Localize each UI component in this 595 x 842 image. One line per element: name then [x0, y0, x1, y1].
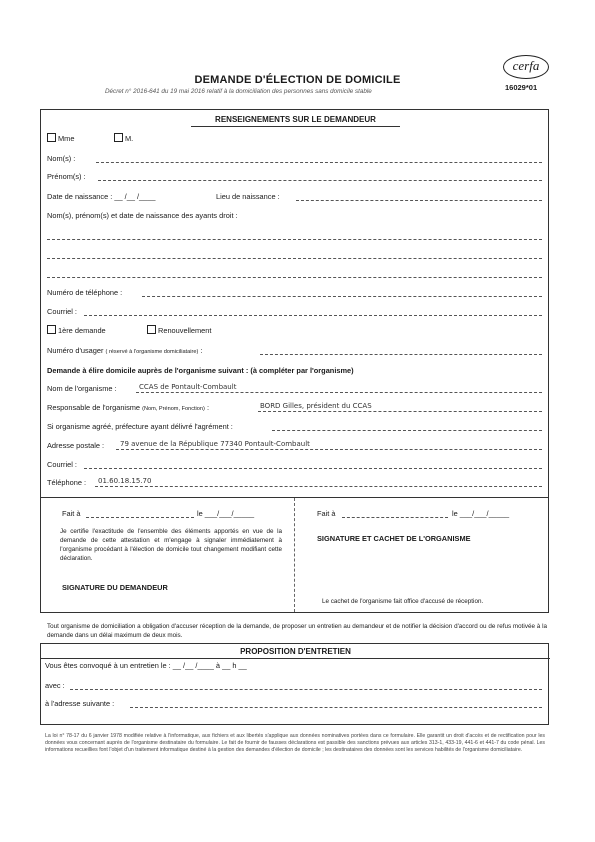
- org-phone-label: Téléphone :: [47, 478, 87, 487]
- birthplace-label: Lieu de naissance :: [216, 192, 280, 201]
- org-manager-row: Responsable de l'organisme (Nom, Prénom, Fonction) :: [47, 403, 210, 412]
- user-number-field[interactable]: [260, 354, 542, 355]
- address-value: 79 avenue de la République 77340 Pontault-Combault: [120, 440, 310, 448]
- left-done-at: Fait à: [62, 509, 81, 518]
- address-field[interactable]: [116, 449, 542, 450]
- address-label: Adresse postale :: [47, 441, 105, 450]
- interview-date-label[interactable]: Vous êtes convoqué à un entretien le : __ /__ /____ à __ h __: [45, 661, 247, 670]
- user-number-row: Numéro d'usager ( réservé à l'organisme domiciliataire) :: [47, 346, 203, 355]
- org-name-value: CCAS de Pontault-Combault: [139, 383, 237, 391]
- interview-with-label: avec :: [45, 681, 65, 690]
- phone-field[interactable]: [142, 296, 542, 297]
- org-manager-field[interactable]: [258, 411, 542, 412]
- checkbox-first-request[interactable]: [47, 325, 56, 334]
- right-done-at: Fait à: [317, 509, 336, 518]
- section-title-underline: [191, 126, 400, 127]
- org-phone-value: 01.60.18.15.70: [98, 477, 152, 485]
- org-name-label: Nom de l'organisme :: [47, 384, 117, 393]
- dependants-line-2[interactable]: [47, 258, 542, 259]
- cerfa-logo: cerfa: [503, 55, 549, 79]
- approval-label: Si organisme agréé, préfecture ayant délivré l'agrément :: [47, 422, 233, 431]
- gender-m[interactable]: M.: [114, 133, 133, 143]
- phone-label: Numéro de téléphone :: [47, 288, 123, 297]
- left-date[interactable]: le ___/___/_____: [197, 509, 255, 518]
- org-manager-note: (Nom, Prénom, Fonction): [142, 406, 205, 412]
- applicant-signature-label: SIGNATURE DU DEMANDEUR: [62, 583, 168, 592]
- interview-section: [40, 643, 549, 725]
- org-manager-label: Responsable de l'organisme: [47, 403, 141, 412]
- form-title: DEMANDE D'ÉLECTION DE DOMICILE: [194, 74, 401, 86]
- user-number-note: ( réservé à l'organisme domiciliataire): [105, 349, 199, 355]
- firstname-label: Prénom(s) :: [47, 172, 86, 181]
- org-signature-label: SIGNATURE ET CACHET DE L'ORGANISME: [317, 534, 471, 543]
- form-subtitle: Décret n° 2016-641 du 19 mai 2016 relatif à la domiciliation des personnes sans domicile stable: [105, 88, 372, 95]
- checkbox-renewal[interactable]: [147, 325, 156, 334]
- dependants-line-1[interactable]: [47, 239, 542, 240]
- interview-title-underline: [41, 658, 550, 659]
- obligation-note: Tout organisme de domiciliation a obligation d'accuser réception de la demande, de proposer un entretien au demandeur et de notifier la décision d'accord ou de refus motivée à la demande dans un délai maximum de deux mois.: [47, 623, 547, 639]
- checkbox-mme[interactable]: [47, 133, 56, 142]
- org-email-field[interactable]: [84, 468, 542, 469]
- left-place-field[interactable]: [86, 517, 194, 518]
- approval-field[interactable]: [272, 430, 542, 431]
- name-field[interactable]: [96, 162, 542, 163]
- name-label: Nom(s) :: [47, 154, 76, 163]
- birthplace-field[interactable]: [296, 200, 542, 201]
- dependants-label: Nom(s), prénom(s) et date de naissance des ayants droit :: [47, 211, 238, 220]
- receipt-note: Le cachet de l'organisme fait office d'accusé de réception.: [322, 598, 484, 605]
- org-name-field[interactable]: [136, 392, 542, 393]
- gender-mme[interactable]: Mme: [47, 133, 74, 143]
- legal-text: La loi n° 78-17 du 6 janvier 1978 modifiée relative à l'informatique, aux fichiers et aux libertés s'applique aux données nominatives portées dans ce formulaire. Elle garantit un droit d'accès et de rectification pour les données vous concernant auprès de l'organisme destinataire du formulaire. Le fait de fournir de fausses déclarations est passible des sanctions prévues aux articles 313-1, 433-19, 441-6 et 441-7 du code pénal. Les informations recueillies font l'objet d'un traitement informatique destiné à la gestion des demandes d'élection de domicile ; les destinataires des données sont les services habilités de l'organisme domiciliataire.: [45, 733, 545, 754]
- org-section-label: Demande à élire domicile auprès de l'organisme suivant : (à compléter par l'organisme): [47, 366, 354, 375]
- org-manager-value: BORD Gilles, président du CCAS: [260, 402, 372, 410]
- interview-with-field[interactable]: [70, 689, 542, 690]
- renewal-option[interactable]: Renouvellement: [147, 325, 211, 335]
- checkbox-m[interactable]: [114, 133, 123, 142]
- first-request-option[interactable]: 1ère demande: [47, 325, 106, 335]
- certify-text: Je certifie l'exactitude de l'ensemble des éléments apportés en vue de la demande de cette attestation et m'engage à signaler immédiatement à l'organisme procédant à l'élection de domicile tout changement modifiant cette déclaration.: [60, 528, 282, 562]
- email-label: Courriel :: [47, 307, 77, 316]
- org-email-label: Courriel :: [47, 460, 77, 469]
- interview-address-label: à l'adresse suivante :: [45, 699, 115, 708]
- form-number: 16029*01: [505, 83, 538, 92]
- interview-address-field[interactable]: [130, 707, 542, 708]
- user-number-label: Numéro d'usager: [47, 346, 104, 355]
- birthdate-label[interactable]: Date de naissance : __ /__ /____: [47, 192, 156, 201]
- right-date[interactable]: le ___/___/_____: [452, 509, 510, 518]
- signature-divider: [294, 498, 295, 612]
- dependants-line-3[interactable]: [47, 277, 542, 278]
- interview-title: PROPOSITION D'ENTRETIEN: [240, 647, 351, 656]
- org-phone-field[interactable]: [95, 486, 542, 487]
- email-field[interactable]: [84, 315, 542, 316]
- section-title: RENSEIGNEMENTS SUR LE DEMANDEUR: [215, 115, 376, 124]
- right-place-field[interactable]: [342, 517, 448, 518]
- firstname-field[interactable]: [98, 180, 542, 181]
